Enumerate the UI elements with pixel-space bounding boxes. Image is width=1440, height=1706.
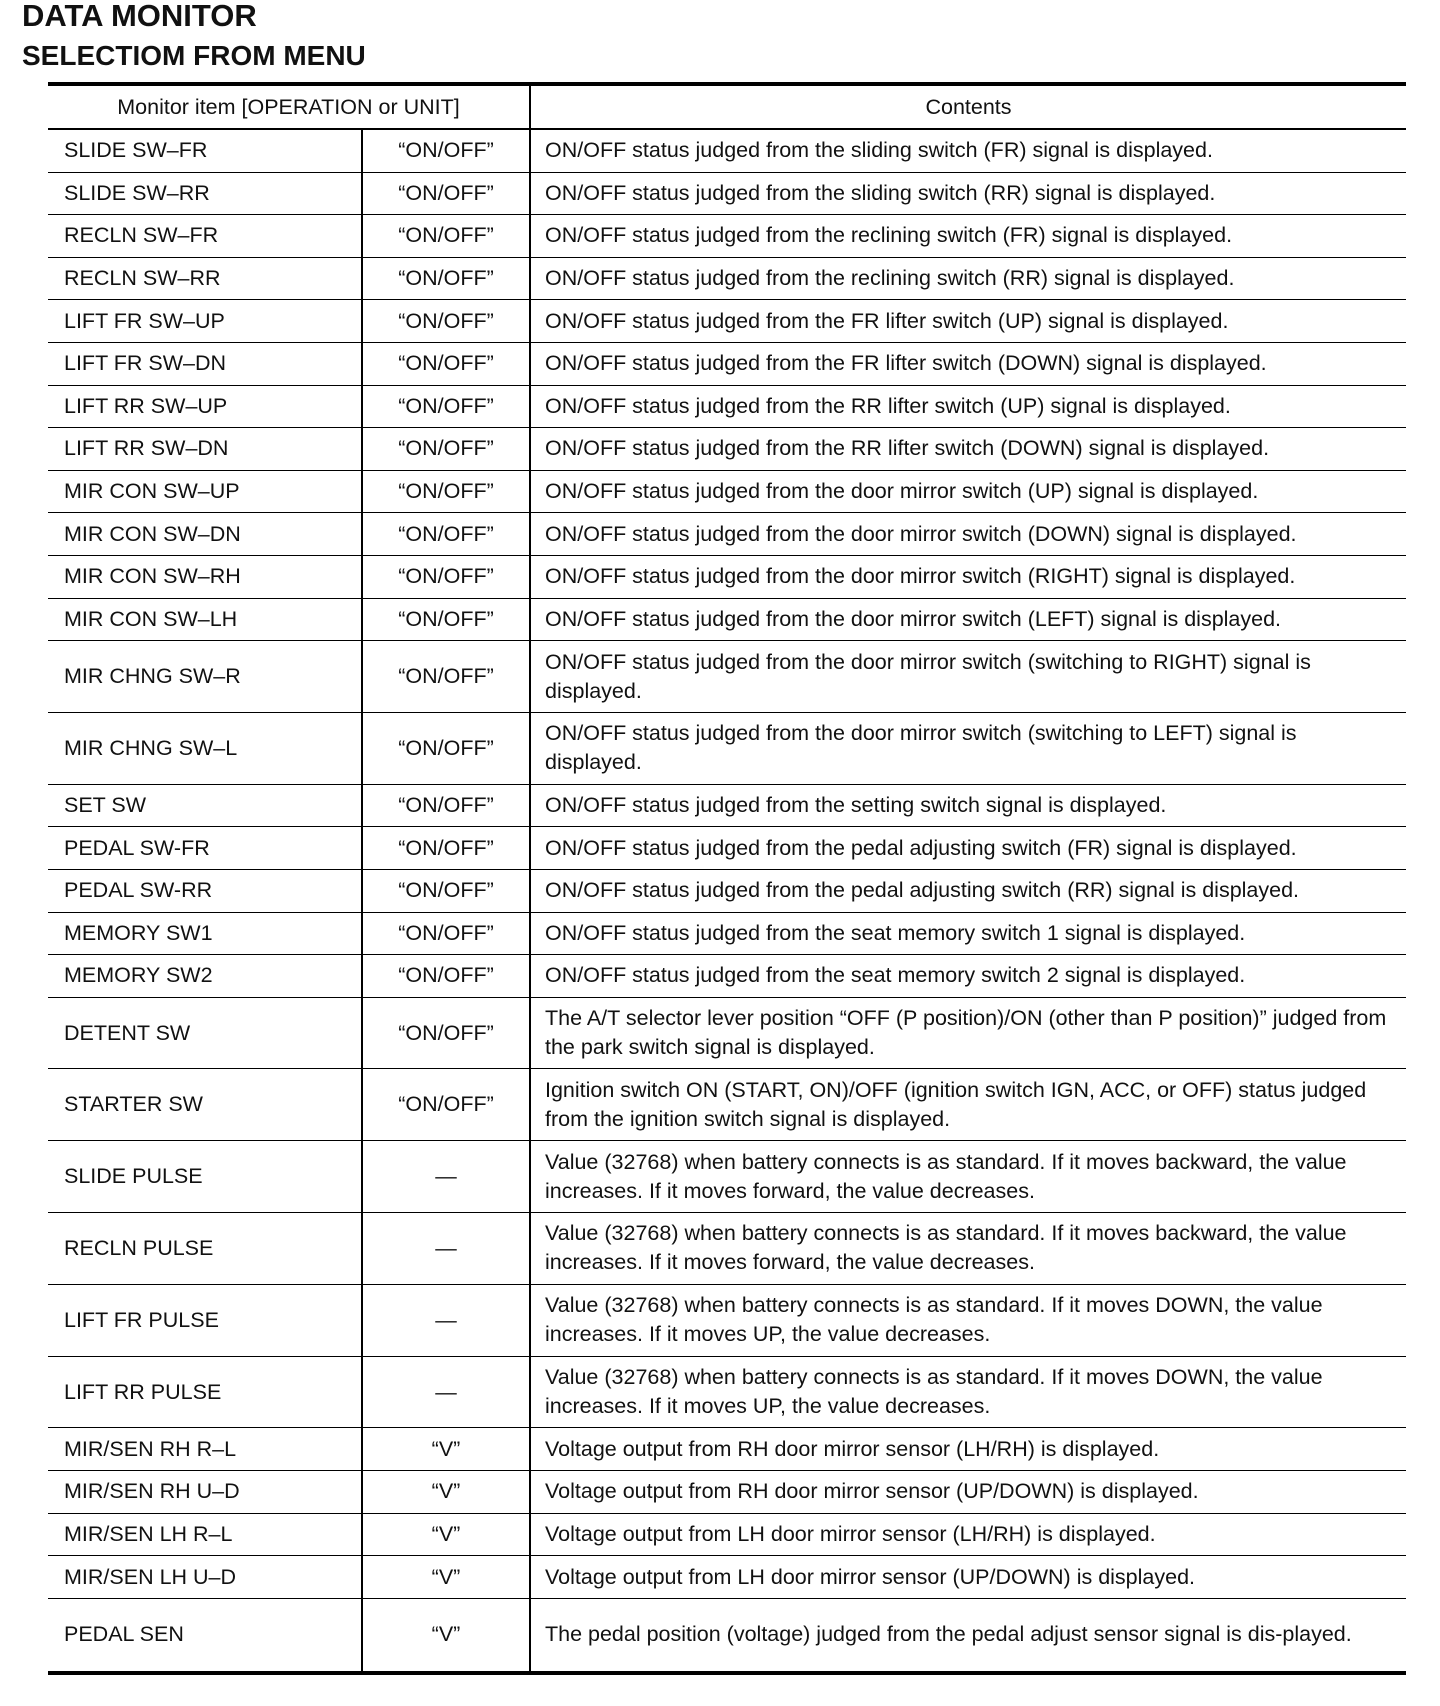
table-row [48,1556,1406,1599]
table-row [48,997,1406,1069]
unit-cell: “ON/OFF” [362,955,530,998]
data-monitor-table [48,82,1406,1675]
table-row [48,1428,1406,1471]
monitor-item-cell: PEDAL SW-FR [48,827,362,870]
table-row [48,641,1406,713]
contents-cell: Value (32768) when battery connects is as standard. If it moves backward, the value increases. If it moves forward, the value decreases. [530,1213,1406,1285]
table-row [48,827,1406,870]
monitor-item-cell: MIR/SEN RH R–L [48,1428,362,1471]
table-row [48,513,1406,556]
contents-cell: ON/OFF status judged from the door mirror switch (RIGHT) signal is displayed. [530,555,1406,598]
unit-cell: “ON/OFF” [362,257,530,300]
unit-cell: “V” [362,1428,530,1471]
contents-cell: ON/OFF status judged from the reclining switch (RR) signal is displayed. [530,257,1406,300]
contents-cell: ON/OFF status judged from the setting switch signal is displayed. [530,784,1406,827]
contents-cell: ON/OFF status judged from the RR lifter switch (DOWN) signal is displayed. [530,428,1406,471]
unit-cell: “ON/OFF” [362,869,530,912]
table-row [48,1356,1406,1428]
monitor-item-cell: LIFT RR SW–DN [48,428,362,471]
unit-cell: “ON/OFF” [362,712,530,784]
contents-cell: ON/OFF status judged from the sliding switch (RR) signal is displayed. [530,172,1406,215]
monitor-item-cell: SET SW [48,784,362,827]
unit-cell: “V” [362,1471,530,1514]
monitor-item-cell: MIR/SEN LH U–D [48,1556,362,1599]
unit-cell: “ON/OFF” [362,172,530,215]
table-row [48,428,1406,471]
column-header-contents: Contents [530,84,1406,129]
table-row [48,955,1406,998]
contents-cell: Voltage output from LH door mirror sensor (LH/RH) is displayed. [530,1513,1406,1556]
monitor-item-cell: LIFT FR PULSE [48,1284,362,1356]
monitor-item-cell: RECLN PULSE [48,1213,362,1285]
page-title: DATA MONITOR [22,0,257,33]
monitor-item-cell: MIR CON SW–DN [48,513,362,556]
unit-cell: “V” [362,1598,530,1673]
contents-cell: Value (32768) when battery connects is as standard. If it moves DOWN, the value increases. If it moves UP, the value decreases. [530,1284,1406,1356]
unit-cell: “ON/OFF” [362,598,530,641]
monitor-item-cell: SLIDE SW–RR [48,172,362,215]
unit-cell: “ON/OFF” [362,912,530,955]
unit-cell: “ON/OFF” [362,215,530,258]
contents-cell: Value (32768) when battery connects is as standard. If it moves backward, the value increases. If it moves forward, the value decreases. [530,1141,1406,1213]
table-row [48,598,1406,641]
monitor-item-cell: SLIDE PULSE [48,1141,362,1213]
contents-cell: ON/OFF status judged from the sliding switch (FR) signal is displayed. [530,129,1406,172]
monitor-item-cell: MIR/SEN RH U–D [48,1471,362,1514]
monitor-item-cell: STARTER SW [48,1069,362,1141]
contents-cell: ON/OFF status judged from the pedal adjusting switch (RR) signal is displayed. [530,869,1406,912]
unit-cell: “ON/OFF” [362,385,530,428]
monitor-item-cell: LIFT FR SW–DN [48,342,362,385]
monitor-item-cell: PEDAL SEN [48,1598,362,1673]
contents-cell: ON/OFF status judged from the door mirror switch (switching to RIGHT) signal is displayed. [530,641,1406,713]
table-row [48,869,1406,912]
unit-cell: — [362,1213,530,1285]
table-row [48,1598,1406,1673]
table-row [48,470,1406,513]
unit-cell: “V” [362,1513,530,1556]
table-row [48,712,1406,784]
table-row [48,300,1406,343]
monitor-item-cell: MIR CHNG SW–L [48,712,362,784]
unit-cell: — [362,1356,530,1428]
monitor-item-cell: MIR CON SW–LH [48,598,362,641]
table-row [48,257,1406,300]
unit-cell: “ON/OFF” [362,784,530,827]
unit-cell: “ON/OFF” [362,129,530,172]
table-row [48,172,1406,215]
contents-cell: The pedal position (voltage) judged from the pedal adjust sensor signal is dis-played. [530,1598,1406,1673]
monitor-item-cell: DETENT SW [48,997,362,1069]
monitor-item-cell: MEMORY SW2 [48,955,362,998]
unit-cell: “ON/OFF” [362,827,530,870]
table-body [48,129,1406,1673]
contents-cell: ON/OFF status judged from the FR lifter switch (UP) signal is displayed. [530,300,1406,343]
monitor-item-cell: SLIDE SW–FR [48,129,362,172]
contents-cell: Voltage output from RH door mirror sensor (UP/DOWN) is displayed. [530,1471,1406,1514]
table-header-row [48,84,1406,129]
monitor-item-cell: LIFT FR SW–UP [48,300,362,343]
unit-cell: “ON/OFF” [362,513,530,556]
table-row [48,215,1406,258]
monitor-item-cell: PEDAL SW-RR [48,869,362,912]
contents-cell: Voltage output from LH door mirror sensor (UP/DOWN) is displayed. [530,1556,1406,1599]
unit-cell: “ON/OFF” [362,997,530,1069]
contents-cell: ON/OFF status judged from the RR lifter switch (UP) signal is displayed. [530,385,1406,428]
table-row [48,129,1406,172]
unit-cell: “ON/OFF” [362,1069,530,1141]
table-row [48,1213,1406,1285]
contents-cell: ON/OFF status judged from the door mirror switch (DOWN) signal is displayed. [530,513,1406,556]
monitor-item-cell: LIFT RR PULSE [48,1356,362,1428]
monitor-item-cell: LIFT RR SW–UP [48,385,362,428]
unit-cell: “ON/OFF” [362,641,530,713]
contents-cell: ON/OFF status judged from the seat memory switch 2 signal is displayed. [530,955,1406,998]
table-row [48,1069,1406,1141]
unit-cell: “ON/OFF” [362,342,530,385]
unit-cell: “ON/OFF” [362,428,530,471]
monitor-item-cell: MEMORY SW1 [48,912,362,955]
monitor-item-cell: MIR/SEN LH R–L [48,1513,362,1556]
table-row [48,1284,1406,1356]
monitor-item-cell: RECLN SW–RR [48,257,362,300]
unit-cell: “V” [362,1556,530,1599]
table-row [48,342,1406,385]
table-row [48,555,1406,598]
table-row [48,1471,1406,1514]
contents-cell: ON/OFF status judged from the FR lifter switch (DOWN) signal is displayed. [530,342,1406,385]
unit-cell: “ON/OFF” [362,300,530,343]
contents-cell: ON/OFF status judged from the seat memory switch 1 signal is displayed. [530,912,1406,955]
monitor-item-cell: MIR CON SW–UP [48,470,362,513]
table-row [48,1513,1406,1556]
unit-cell: — [362,1284,530,1356]
contents-cell: Voltage output from RH door mirror sensor (LH/RH) is displayed. [530,1428,1406,1471]
monitor-item-cell: RECLN SW–FR [48,215,362,258]
unit-cell: — [362,1141,530,1213]
contents-cell: ON/OFF status judged from the door mirror switch (LEFT) signal is displayed. [530,598,1406,641]
contents-cell: Ignition switch ON (START, ON)/OFF (ignition switch IGN, ACC, or OFF) status judged from the ignition switch signal is displayed. [530,1069,1406,1141]
column-header-monitor-item: Monitor item [OPERATION or UNIT] [48,84,530,129]
table-row [48,385,1406,428]
monitor-item-cell: MIR CON SW–RH [48,555,362,598]
contents-cell: ON/OFF status judged from the reclining switch (FR) signal is displayed. [530,215,1406,258]
contents-cell: ON/OFF status judged from the pedal adjusting switch (FR) signal is displayed. [530,827,1406,870]
unit-cell: “ON/OFF” [362,470,530,513]
table-row [48,912,1406,955]
table-row [48,1141,1406,1213]
table-row [48,784,1406,827]
unit-cell: “ON/OFF” [362,555,530,598]
contents-cell: ON/OFF status judged from the door mirror switch (UP) signal is displayed. [530,470,1406,513]
contents-cell: ON/OFF status judged from the door mirror switch (switching to LEFT) signal is displayed. [530,712,1406,784]
monitor-item-cell: MIR CHNG SW–R [48,641,362,713]
page-subtitle: SELECTIOM FROM MENU [22,40,366,71]
contents-cell: Value (32768) when battery connects is as standard. If it moves DOWN, the value increases. If it moves UP, the value decreases. [530,1356,1406,1428]
contents-cell: The A/T selector lever position “OFF (P position)/ON (other than P position)” judged from the park switch signal is displayed. [530,997,1406,1069]
